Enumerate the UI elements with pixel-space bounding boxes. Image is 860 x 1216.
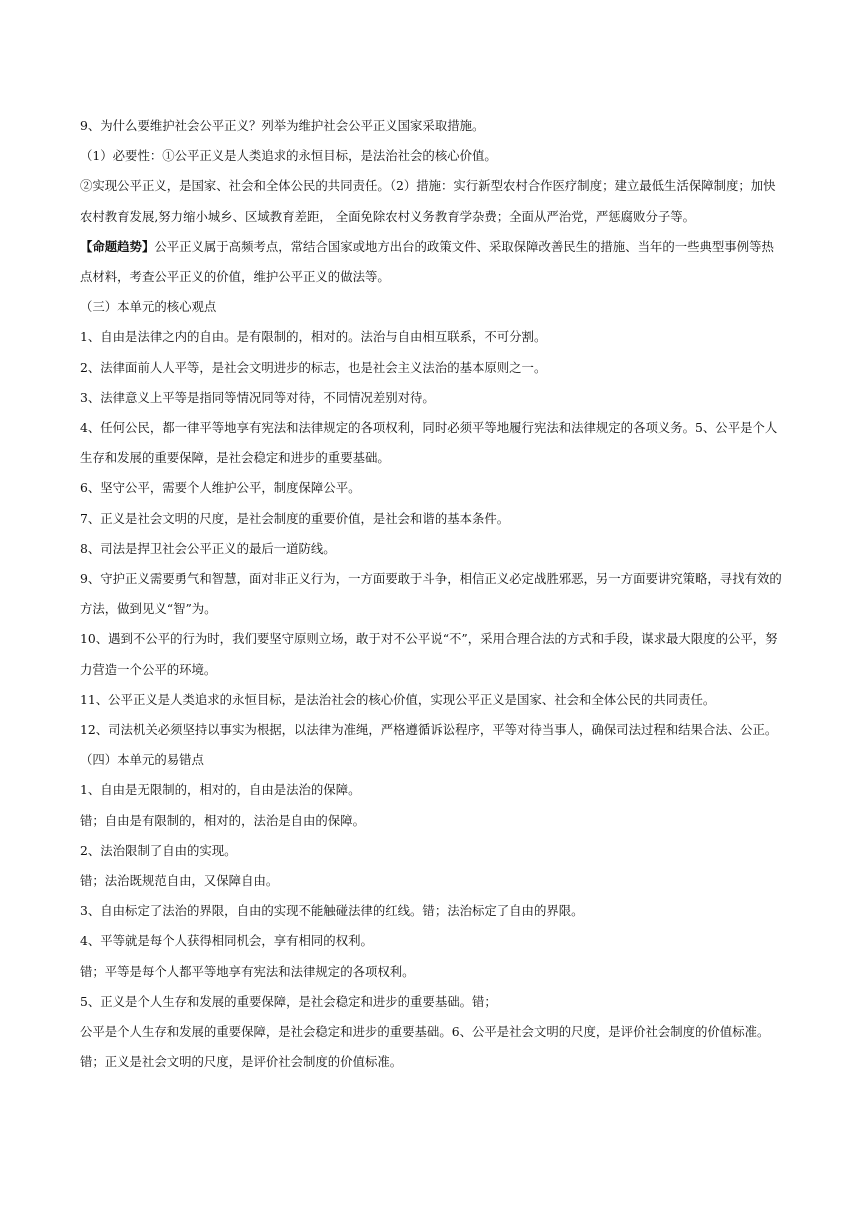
- core-view-12: 12、司法机关必须坚持以事实为根据，以法律为准绳，严格遵循诉讼程序，平等对待当事人，确保司法过程和结果合法、公正。: [80, 722, 778, 738]
- answer-necessity: （1）必要性：①公平正义是人类追求的永恒目标，是法治社会的核心价值。: [80, 148, 497, 164]
- core-view-6: 6、坚守公平，需要个人维护公平，制度保障公平。: [80, 480, 361, 496]
- trend-paragraph: [80, 232, 786, 292]
- mistake-5: 5、正义是个人生存和发展的重要保障，是社会稳定和进步的重要基础。错；: [80, 993, 497, 1009]
- trend-label: 【命题趋势】: [80, 238, 155, 254]
- core-view-11: 11、公平正义是人类追求的永恒目标，是法治社会的核心价值，实现公平正义是国家、社会和全体公民的共同责任。: [80, 691, 716, 707]
- core-view-9: 9、守护正义需要勇气和智慧，面对非正义行为，一方面要敢于斗争，相信正义必定战胜邪恶，另一方面要讲究策略，寻找有效的方法，做到见义“智”为。: [80, 571, 782, 617]
- core-view-10: 10、遇到不公平的行为时，我们要坚守原则立场，敢于对不公平说“不”，采用合理合法的方式和手段，谋求最大限度的公平，努力营造一个公平的环境。: [80, 631, 778, 677]
- mistake-4: 4、平等就是每个人获得相同机会，享有相同的权利。: [80, 933, 373, 949]
- correction-5-mistake-6: 公平是个人生存和发展的重要保障，是社会稳定和进步的重要基础。6、公平是社会文明的尺度，是评价社会制度的价值标准。: [80, 1024, 770, 1040]
- mistake-3: 3、自由标定了法治的界限，自由的实现不能触碰法律的红线。错；法治标定了自由的界限。: [80, 903, 584, 919]
- correction-4: 错；平等是每个人都平等地享有宪法和法律规定的各项权利。: [80, 963, 415, 979]
- section-heading-core-views: （三）本单元的核心观点: [80, 299, 217, 315]
- answer-measures: ②实现公平正义，是国家、社会和全体公民的共同责任。（2）措施：实行新型农村合作医疗制度；建立最低生活保障制度；加快农村教育发展,努力缩小城乡、区域教育差距， 全面免除农村义务教育学杂费；全面从严治党，严惩腐败分子等。: [80, 178, 776, 224]
- correction-1: 错；自由是有限制的，相对的，法治是自由的保障。: [80, 812, 365, 828]
- section-heading-mistakes: （四）本单元的易错点: [80, 752, 204, 768]
- core-view-3: 3、法律意义上平等是指同等情况同等对待，不同情况差别对待。: [80, 389, 435, 405]
- correction-6: 错；正义是社会文明的尺度，是评价社会制度的价值标准。: [80, 1054, 403, 1070]
- question-9: 9、为什么要维护社会公平正义？列举为维护社会公平正义国家采取措施。: [80, 118, 485, 133]
- mistake-2: 2、法治限制了自由的实现。: [80, 842, 237, 858]
- core-view-1: 1、自由是法律之内的自由。是有限制的，相对的。法治与自由相互联系，不可分割。: [80, 329, 547, 345]
- core-view-2: 2、法律面前人人平等，是社会文明进步的标志，也是社会主义法治的基本原则之一。: [80, 359, 547, 375]
- correction-2: 错；法治既规范自由，又保障自由。: [80, 873, 279, 889]
- trend-text: 公平正义属于高频考点，常结合国家或地方出台的政策文件、采取保障改善民生的措施、当年的一些典型事例等热点材料，考查公平正义的价值，维护公平正义的做法等。: [80, 238, 774, 285]
- mistake-1: 1、自由是无限制的，相对的，自由是法治的保障。: [80, 782, 361, 798]
- document-body: [80, 111, 786, 1078]
- core-view-8: 8、司法是捍卫社会公平正义的最后一道防线。: [80, 540, 336, 556]
- core-view-7: 7、正义是社会文明的尺度，是社会制度的重要价值，是社会和谐的基本条件。: [80, 510, 510, 526]
- core-view-4-5: 4、任何公民，都一律平等地享有宪法和法律规定的各项权利，同时必须平等地履行宪法和法律规定的各项义务。5、公平是个人生存和发展的重要保障，是社会稳定和进步的重要基础。: [80, 420, 778, 466]
